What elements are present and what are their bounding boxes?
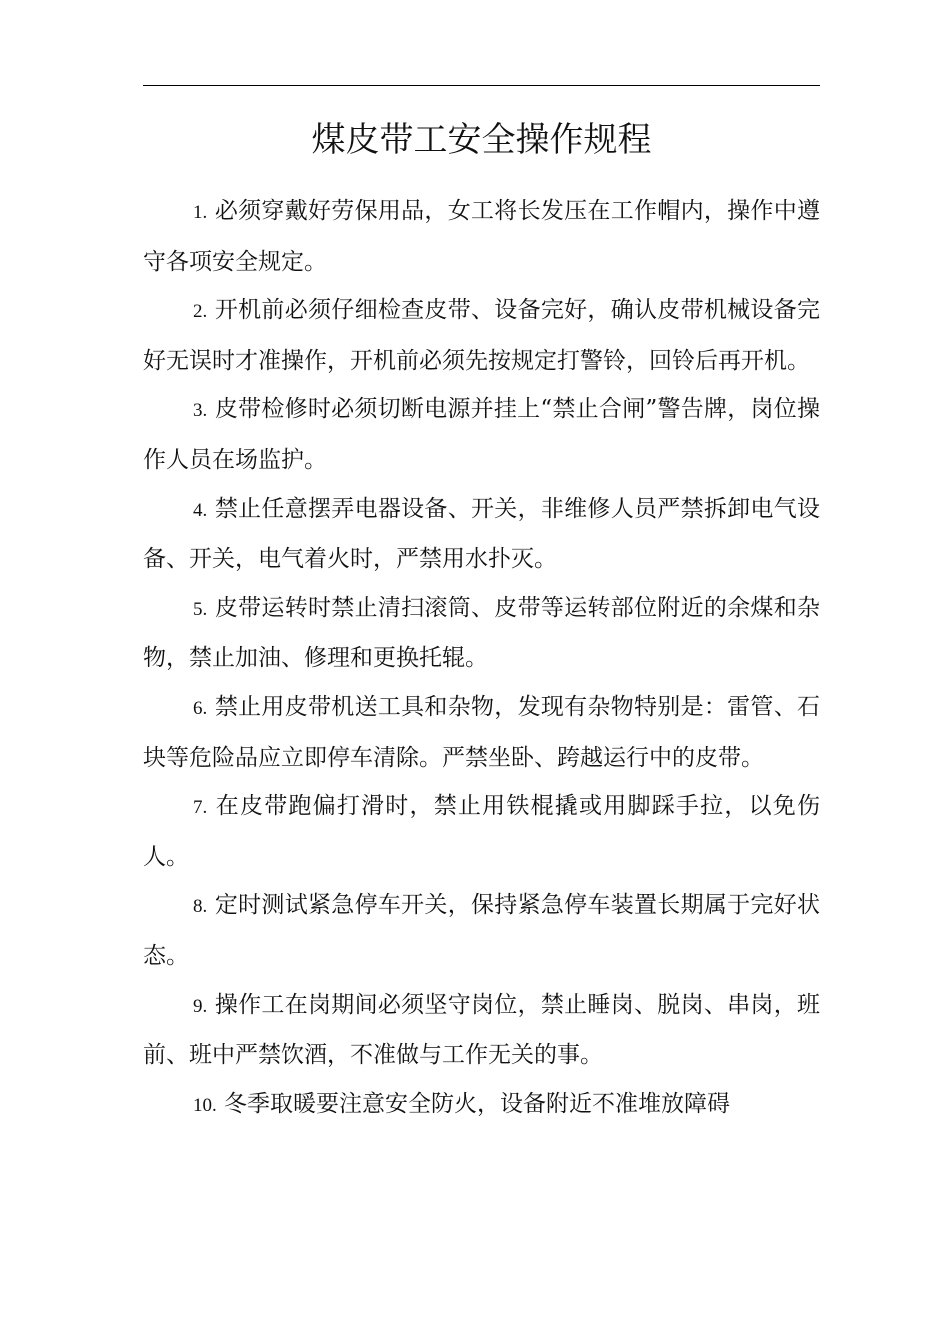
- rule-number: 4.: [193, 499, 208, 521]
- header-rule: [143, 85, 820, 86]
- rule-text: 禁止用皮带机送工具和杂物，发现有杂物特别是：雷管、石块等危险品应立即停车清除。严禁坐卧、跨越运行中的皮带。: [143, 693, 820, 771]
- rule-item-10: [143, 1080, 820, 1131]
- rule-number: 6.: [193, 697, 208, 719]
- rule-item-1: [143, 187, 820, 286]
- rule-item-3: [143, 385, 820, 484]
- rule-number: 3.: [193, 400, 208, 422]
- rule-number: 5.: [193, 598, 208, 620]
- rule-text: 定时测试紧急停车开关，保持紧急停车装置长期属于完好状态。: [143, 892, 820, 969]
- rule-text: 皮带运转时禁止清扫滚筒、皮带等运转部位附近的余煤和杂物，禁止加油、修理和更换托辊。: [143, 594, 820, 672]
- rule-text: 冬季取暖要注意安全防火，设备附近不准堆放障碍: [216, 1090, 731, 1117]
- rule-number: 7.: [193, 797, 208, 819]
- rule-item-2: [143, 286, 820, 385]
- rule-number: 8.: [193, 896, 208, 918]
- document-body: [143, 187, 820, 1130]
- rule-text: 皮带检修时必须切断电源并挂上“禁止合闸”警告牌，岗位操作人员在场监护。: [143, 396, 820, 473]
- rule-item-5: [143, 584, 820, 683]
- rule-number: 9.: [193, 995, 208, 1017]
- rule-number: 2.: [193, 301, 208, 323]
- rule-item-7: [143, 782, 820, 881]
- rule-item-6: [143, 683, 820, 782]
- rule-text: 开机前必须仔细检查皮带、设备完好，确认皮带机械设备完好无误时才准操作，开机前必须先按规定打警铃，回铃后再开机。: [143, 297, 820, 374]
- rule-item-4: [143, 485, 820, 584]
- rule-text: 在皮带跑偏打滑时，禁止用铁棍撬或用脚踩手拉，以免伤人。: [143, 793, 820, 870]
- rule-text: 操作工在岗期间必须坚守岗位，禁止睡岗、脱岗、串岗，班前、班中严禁饮酒，不准做与工作无关的事。: [143, 991, 820, 1069]
- rule-item-9: [143, 981, 820, 1080]
- rule-item-8: [143, 881, 820, 980]
- document-title: 煤皮带工安全操作规程: [311, 120, 652, 160]
- rule-text: 禁止任意摆弄电器设备、开关，非维修人员严禁拆卸电气设备、开关，电气着火时，严禁用水扑灭。: [143, 495, 820, 573]
- rule-text: 必须穿戴好劳保用品，女工将长发压在工作帽内，操作中遵守各项安全规定。: [143, 198, 820, 275]
- rule-number: 10.: [193, 1094, 217, 1116]
- rule-number: 1.: [193, 202, 208, 223]
